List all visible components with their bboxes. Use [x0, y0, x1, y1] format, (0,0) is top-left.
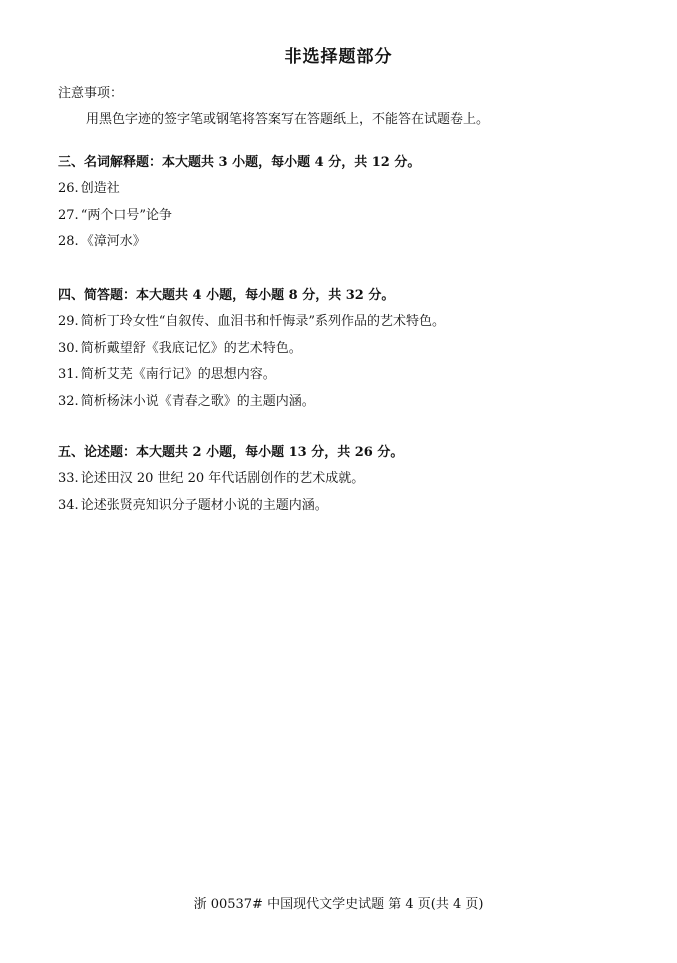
question-number: 32. — [58, 393, 79, 409]
question-item — [58, 336, 658, 363]
page-footer: 浙 00537# 中国现代文学史试题 第 4 页(共 4 页) — [193, 897, 484, 912]
question-item — [58, 309, 658, 336]
question-number: 30. — [58, 340, 79, 356]
question-text: “两个口号”论争 — [80, 207, 172, 223]
question-item — [58, 466, 658, 493]
question-number: 31. — [58, 367, 79, 382]
question-text: 简析丁玲女性“自叙传、血泪书和忏悔录”系列作品的艺术特色。 — [80, 314, 445, 329]
question-number: 34. — [58, 497, 79, 513]
question-item — [58, 203, 658, 230]
question-item — [58, 493, 658, 520]
question-text: 论述张贤亮知识分子题材小说的主题内涵。 — [80, 497, 328, 513]
question-number: 33. — [58, 471, 79, 486]
section-heading: 三、名词解释题：本大题共 3 小题，每小题 4 分，共 12 分。 — [58, 155, 421, 170]
question-number: 27. — [58, 207, 79, 223]
section-short-answer — [58, 283, 658, 415]
question-number: 28. — [58, 234, 79, 249]
section-noun-explanation — [58, 150, 658, 256]
question-text: 论述田汉 20 世纪 20 年代话剧创作的艺术成就。 — [80, 471, 365, 486]
question-number: 29. — [58, 314, 79, 329]
section-heading: 四、简答题：本大题共 4 小题，每小题 8 分，共 32 分。 — [58, 288, 395, 303]
section-essay — [58, 440, 658, 519]
question-item — [58, 176, 658, 203]
question-text: 简析杨沫小说《青春之歌》的主题内涵。 — [80, 393, 315, 409]
question-text: 创造社 — [80, 181, 120, 196]
notice-label: 注意事项： — [58, 86, 124, 101]
section-heading: 五、论述题：本大题共 2 小题，每小题 13 分，共 26 分。 — [58, 445, 404, 460]
notice-text: 用黑色字迹的签字笔或钢笔将答案写在答题纸上，不能答在试题卷上。 — [86, 112, 490, 127]
question-text: 《漳河水》 — [80, 234, 146, 249]
question-item — [58, 389, 658, 416]
question-text: 简析艾芜《南行记》的思想内容。 — [80, 367, 276, 382]
page-title: 非选择题部分 — [284, 47, 393, 67]
question-text: 简析戴望舒《我底记忆》的艺术特色。 — [80, 340, 302, 356]
question-number: 26. — [58, 181, 79, 196]
question-item — [58, 229, 658, 256]
question-item — [58, 362, 658, 389]
